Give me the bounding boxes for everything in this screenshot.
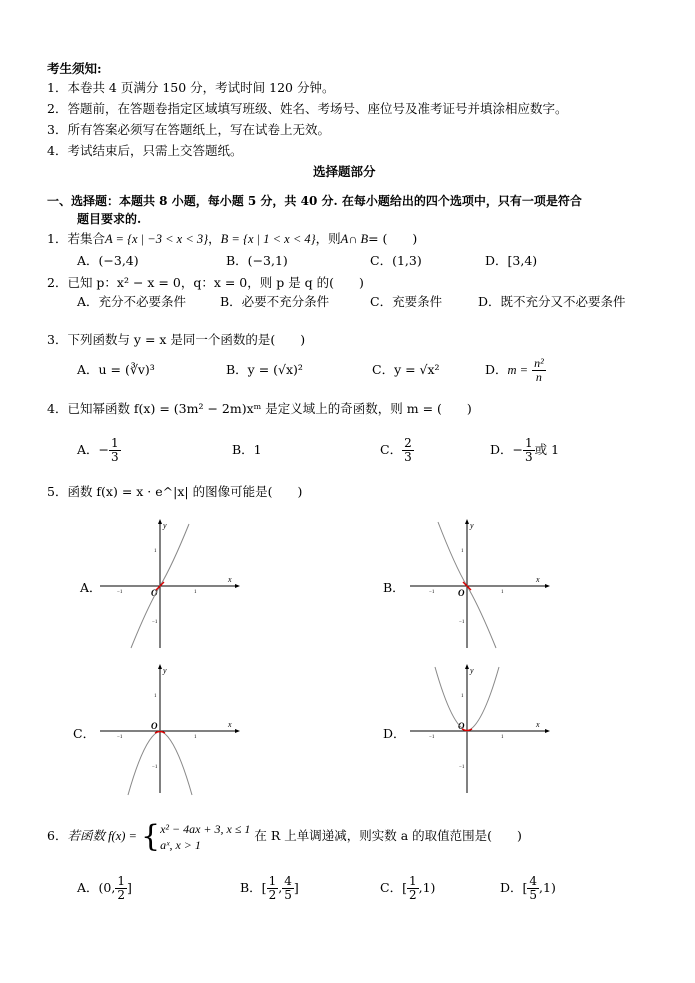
q4-stem: 已知幂函数 f(x) = (3m² − 2m)xᵐ 是定义域上的奇函数，则 m = ( ) xyxy=(67,401,472,416)
q4-option-a[interactable] xyxy=(77,434,121,466)
q5-option-a-label[interactable]: A． xyxy=(80,580,102,595)
q6-c-fraction xyxy=(407,875,419,902)
q5-option-d-label[interactable]: D． xyxy=(383,726,406,741)
q6-a-tail: ] xyxy=(126,880,132,895)
tick-y-pos: 1 xyxy=(154,549,157,554)
q4-c-label: C． xyxy=(380,442,403,457)
q6-case-2: aˣ, x > 1 xyxy=(160,837,201,852)
tick-y-pos: 1 xyxy=(461,549,464,554)
x-axis-arrow xyxy=(545,729,550,733)
tick-x-pos: 1 xyxy=(194,590,197,595)
q1-text-a: 若集合 xyxy=(67,231,105,246)
q4-a-label: A．− xyxy=(77,442,110,457)
q3-number: 3． xyxy=(47,332,68,347)
q6-b-den-1: 2 xyxy=(268,888,277,902)
q6-option-d[interactable] xyxy=(500,872,556,904)
q3-stem: 下列函数与 y = x 是同一个函数的是( ) xyxy=(67,332,306,347)
q5-graph-c[interactable] xyxy=(95,663,240,798)
q6-b-fraction-1 xyxy=(267,875,279,902)
q4-option-d[interactable] xyxy=(490,434,559,466)
origin-label: O xyxy=(458,588,465,598)
q5-option-c-label[interactable]: C． xyxy=(73,726,96,741)
q2-stem: 已知 p：x² − x = 0，q：x = 0，则 p 是 q 的( ) xyxy=(67,275,364,290)
q3-option-a[interactable]: A．u = (∛v)³ xyxy=(77,362,155,377)
q3-option-c[interactable]: C．y = √x² xyxy=(372,362,440,377)
notice-item-3: 3．所有答案必须写在答题纸上，写在试卷上无效。 xyxy=(47,122,330,137)
notice-item-4: 4．考试结束后，只需上交答题纸。 xyxy=(47,143,243,158)
q5-option-b-label[interactable]: B． xyxy=(383,580,405,595)
q6-d-fraction xyxy=(527,875,539,902)
x-axis-label: x xyxy=(536,575,540,584)
y-axis-arrow xyxy=(465,519,469,524)
q4-a-fraction xyxy=(109,437,121,464)
question-2-stem xyxy=(47,275,364,291)
q6-d-tail: ,1) xyxy=(539,880,556,895)
q6-d-num: 4 xyxy=(529,874,538,888)
y-axis-label: y xyxy=(163,666,167,675)
q1-sep: ， xyxy=(208,231,221,246)
tick-x-neg: −1 xyxy=(429,735,435,740)
q6-c-den: 2 xyxy=(408,888,417,902)
x-axis-label: x xyxy=(228,575,232,584)
x-axis-label: x xyxy=(536,720,540,729)
tick-y-pos: 1 xyxy=(154,694,157,699)
q4-d-fraction xyxy=(523,437,535,464)
notice-title: 考生须知: xyxy=(47,61,102,76)
q1-expr: A∩ B xyxy=(340,232,369,246)
q6-text-a: 若函数 f(x) = xyxy=(67,829,137,843)
tick-y-neg: −1 xyxy=(152,765,158,770)
q3-d-num: n² xyxy=(534,356,544,370)
tick-x-neg: −1 xyxy=(429,590,435,595)
q6-b-tail: ] xyxy=(293,880,299,895)
q4-number: 4． xyxy=(47,401,68,416)
part1-heading-cont: 题目要求的. xyxy=(77,212,142,226)
q4-c-num: 2 xyxy=(404,436,412,450)
q6-a-num: 1 xyxy=(117,874,125,888)
q6-c-num: 1 xyxy=(408,874,417,888)
q6-a-label: A．(0, xyxy=(77,880,116,895)
q2-option-a[interactable]: A．充分不必要条件 xyxy=(77,294,187,309)
q1-option-b[interactable]: B．(−3,1) xyxy=(226,253,288,268)
section-title: 选择题部分 xyxy=(313,164,376,179)
q6-b-num-2: 4 xyxy=(284,874,292,888)
q4-d-num: 1 xyxy=(525,436,533,450)
q2-option-b[interactable]: B．必要不充分条件 xyxy=(220,294,330,309)
question-1-stem xyxy=(47,231,417,247)
y-axis-label: y xyxy=(163,521,167,530)
q5-stem: 函数 f(x) = x · e^|x| 的图像可能是( ) xyxy=(67,484,303,499)
tick-y-neg: −1 xyxy=(459,765,465,770)
q5-graph-a[interactable] xyxy=(95,518,240,653)
notice-item-1: 1．本卷共 4 页满分 150 分，考试时间 120 分钟。 xyxy=(47,80,335,95)
q6-option-a[interactable] xyxy=(77,872,132,904)
q6-b-label: B．[ xyxy=(240,880,267,895)
q6-b-den-2: 5 xyxy=(284,888,292,902)
q4-d-tail: 或 1 xyxy=(534,442,560,457)
q1-option-d[interactable]: D．[3,4) xyxy=(485,253,538,268)
q6-d-label: D．[ xyxy=(500,880,528,895)
q3-d-fraction xyxy=(532,357,546,384)
y-axis-arrow xyxy=(465,664,469,669)
x-axis-arrow xyxy=(235,729,240,733)
y-axis-arrow xyxy=(158,519,162,524)
tick-x-pos: 1 xyxy=(194,735,197,740)
q6-d-den: 5 xyxy=(529,888,538,902)
y-axis-arrow xyxy=(158,664,162,669)
tick-x-pos: 1 xyxy=(501,590,504,595)
q5-number: 5． xyxy=(47,484,68,499)
q2-number: 2． xyxy=(47,275,68,290)
q4-option-c[interactable] xyxy=(380,434,414,466)
q6-c-tail: ,1) xyxy=(418,880,436,895)
q4-c-fraction xyxy=(402,437,414,464)
origin-label: O xyxy=(458,721,465,731)
y-axis-label: y xyxy=(470,521,474,530)
origin-label: O xyxy=(151,588,158,598)
q1-option-a[interactable]: A．(−3,4) xyxy=(77,253,139,268)
q3-option-d-label: D． xyxy=(485,362,508,377)
q6-left-brace: { xyxy=(140,818,161,854)
question-4-stem xyxy=(47,401,472,417)
q3-d-lhs: m = xyxy=(507,363,529,377)
x-axis-arrow xyxy=(235,584,240,588)
q4-d-den: 3 xyxy=(525,450,533,464)
q3-d-den: n xyxy=(535,370,542,384)
q6-cases xyxy=(160,821,250,853)
q2-option-c[interactable]: C．充要条件 xyxy=(370,294,443,309)
q1-set-a: A = {x | −3 < x < 3} xyxy=(104,232,209,246)
q1-text-b: ，则 xyxy=(315,231,341,246)
q6-c-label: C．[ xyxy=(380,880,407,895)
q1-set-b: B = {x | 1 < x < 4} xyxy=(220,232,316,246)
tick-x-neg: −1 xyxy=(117,735,123,740)
q6-text-b: 在 R 上单调递减，则实数 a 的取值范围是( ) xyxy=(254,828,522,843)
part1-heading: 一、选择题：本题共 8 小题，每小题 5 分，共 40 分. 在每小题给出的四个选项中，只有一项是符合 xyxy=(47,194,582,208)
q4-c-den: 3 xyxy=(404,450,412,464)
q5-graph-b[interactable] xyxy=(405,518,550,653)
q5-graph-d[interactable] xyxy=(405,663,550,798)
q6-a-den: 2 xyxy=(117,888,125,902)
q3-option-b[interactable]: B．y = (√x)² xyxy=(226,362,303,377)
q3-option-d[interactable] xyxy=(485,352,546,388)
q1-option-c[interactable]: C．(1,3) xyxy=(370,253,422,268)
q6-b-num-1: 1 xyxy=(268,874,277,888)
q6-a-fraction xyxy=(115,875,127,902)
tick-y-neg: −1 xyxy=(459,620,465,625)
q4-a-den: 3 xyxy=(111,450,119,464)
x-axis-arrow xyxy=(545,584,550,588)
question-3-stem xyxy=(47,332,305,348)
q1-number: 1． xyxy=(47,231,68,246)
x-axis-label: x xyxy=(228,720,232,729)
question-5-stem xyxy=(47,484,302,500)
q6-b-fraction-2 xyxy=(282,875,294,902)
y-axis-label: y xyxy=(470,666,474,675)
q6-b-comma: , xyxy=(278,880,283,895)
question-6-stem xyxy=(47,814,522,858)
origin-label: O xyxy=(151,721,158,731)
tick-y-pos: 1 xyxy=(461,694,464,699)
tick-y-neg: −1 xyxy=(152,620,158,625)
q6-number: 6． xyxy=(47,828,68,843)
q2-option-d[interactable]: D．既不充分又不必要条件 xyxy=(478,294,626,309)
q4-option-b[interactable]: B．1 xyxy=(232,442,262,457)
q4-a-num: 1 xyxy=(111,436,119,450)
tick-x-pos: 1 xyxy=(501,735,504,740)
q4-d-label: D．− xyxy=(490,442,523,457)
q6-option-b[interactable] xyxy=(240,872,299,904)
tick-x-neg: −1 xyxy=(117,590,123,595)
q1-text-c: = ( ) xyxy=(368,231,418,246)
q6-option-c[interactable] xyxy=(380,872,435,904)
notice-item-2: 2．答题前，在答题卷指定区域填写班级、姓名、考场号、座位号及准考证号并填涂相应数字。 xyxy=(47,101,568,116)
q6-case-1: x² − 4ax + 3, x ≤ 1 xyxy=(160,821,251,836)
